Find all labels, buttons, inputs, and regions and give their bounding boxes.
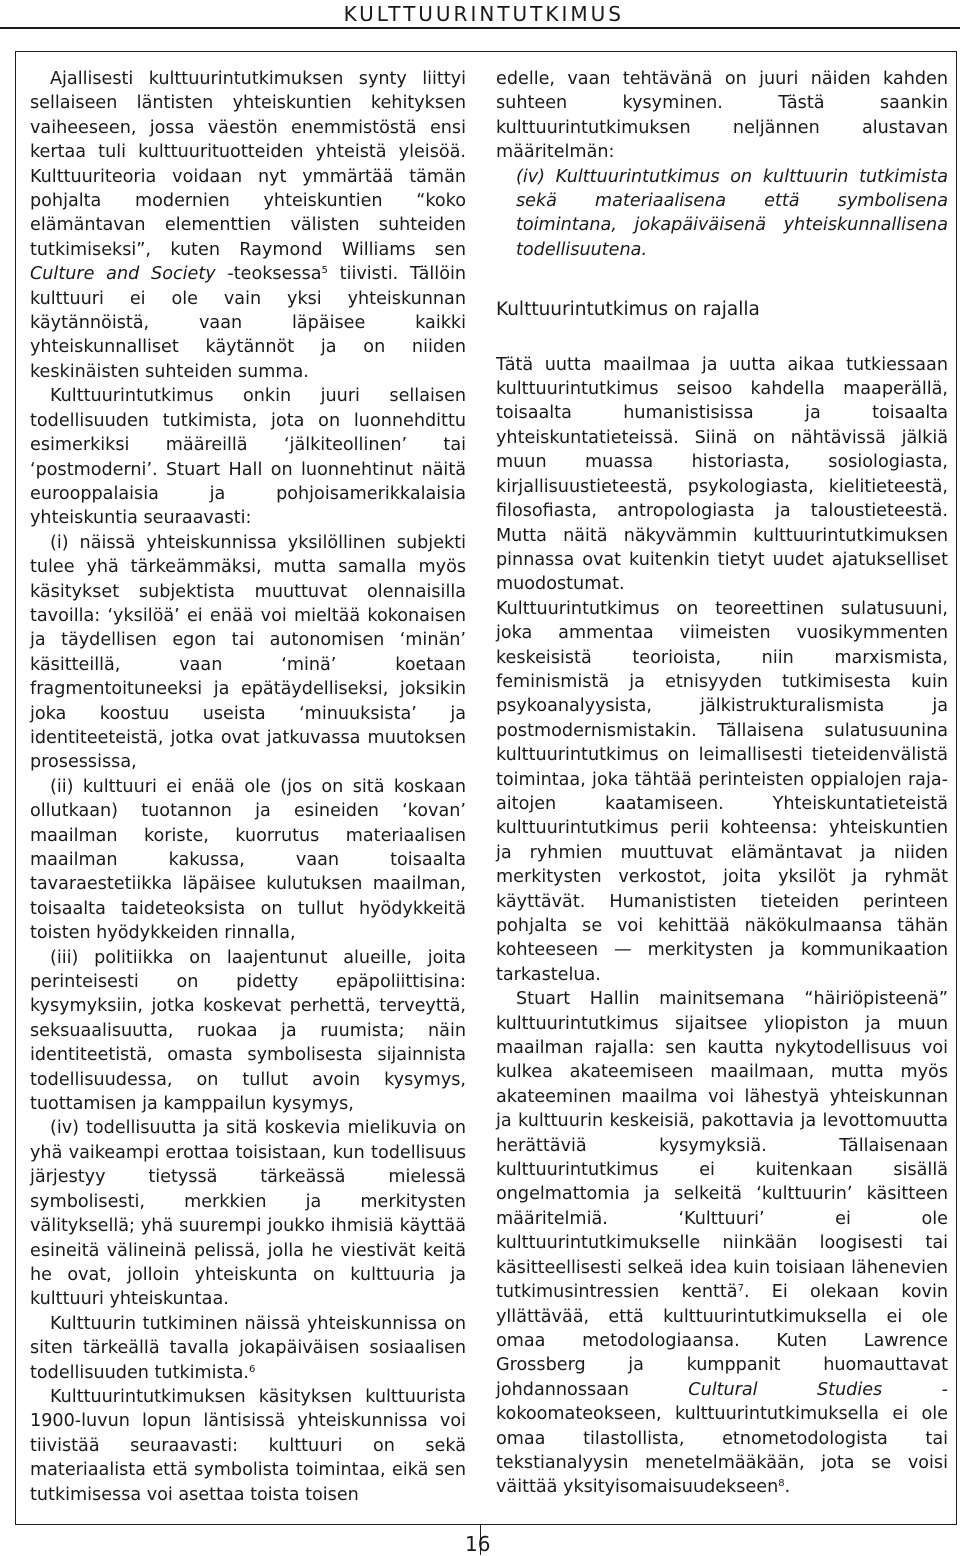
running-header: KULTTUURINTUTKIMUS bbox=[343, 2, 624, 26]
paragraph: Stuart Hallin mainitsemana “häiriöpisteenä” kulttuurintutkimus sijaitsee yliopiston ja muun maailman rajalla: sen kautta nykytodellisuus voi kulkea akateemiseen maailmaan, mutta myös akateeminen maailma voi lähestyä yhteiskunnan ja kulttuurin keskeisiä, pakottavia ja levottomuutta herättäviä kysymyksiä. Tällaisenaan kulttuurintutkimus ei kuitenkaan sisällä ongelmattomia ja selkeitä ‘kulttuurin’ käsitteen määritelmiä. ‘Kulttuuri’ ei ole kulttuurintutkimukselle niinkään loogisesti tai käsitteellisesti selkeä idea kuin toisiaan lähenevien tutkimusintressien kenttä$^7$. Ei olekaan kovin yllättävää, että kulttuurintutkimuksella ei ole omaa metodologiaansa. Kuten Lawrence Grossberg ja kumppanit huomauttavat johdannossaan Cultural Studies -kokoomateokseen, kulttuurintutkimuksella ei ole omaa tilastollista, etnometodologista tai tekstianalyysin menetelmääkään, jota se voisi väittää yksityisomaisuudekseen$^8$. bbox=[496, 989, 948, 1498]
paragraph: Kulttuurin tutkiminen näissä yhteiskunnissa on siten tärkeällä tavalla jokapäiväisen sosiaalisen todellisuuden tutkimista.$^6$ bbox=[30, 1313, 466, 1383]
paragraph: Kulttuurintutkimus on teoreettinen sulatusuuni, joka ammentaa viimeisten vuosikymmenten keskeisistä teorioista, niin marxismista, feminismistä ja etnisyyden tutkimisesta kuin psykoanalyysista, jälkistrukturalismista ja postmodernismistakin. Tällaisena sulatusuunina kulttuurintutkimus on leimallisesti tieteidenvälistä toimintaa, joka tähtää perinteisten oppialojen raja-aitojen kaatamiseen. Yhteiskuntatieteistä kulttuurintutkimus perii kohteensa: yhteiskuntien ja ryhmien muuttuvat elämäntavat ja niiden merkitysten verkostot, joita yksilöt ja ryhmät käyttävät. Humanististen tieteiden perinteen pohjalta se voi kehittää näkökulmaansa tähän kohteeseen — merkitysten ja kommunikaation tarkastelua. bbox=[496, 598, 948, 985]
list-item: (iii) politiikka on laajentunut alueille, joita perinteisesti on pidetty epäpoliittisina: kysymyksiin, jotka koskevat perhettä, terveyttä, seksuaalisuutta, ruokaa ja ruumista; näin identiteetistä, omasta symbolisesta sijainnista todellisuudessa, on tullut avoin kysymys, tuottamisen ja kamppailun kysymys, bbox=[30, 947, 466, 1115]
paragraph: Kulttuurintutkimus onkin juuri sellaisen todellisuuden tutkimista, jota on luonnehdittu esimerkiksi määreillä ‘jälkiteollinen’ tai ‘postmoderni’. Stuart Hall on luonnehtinut näitä eurooppalaisia ja pohjoisamerikkalaisia yhteiskuntia seuraavasti: bbox=[30, 386, 466, 529]
list-item: (i) näissä yhteiskunnissa yksilöllinen subjekti tulee yhä tärkeämmäksi, mutta samalla myös käsitykset subjektista muuttuvat olennaisilla tavoilla: ‘yksilöä’ ei enää voi mieltää kokonaisen ja täydellisen egon tai autonomisen ‘minän’ käsitteillä, vaan ‘minä’ koetaan fragmentoituneeksi ja epätäydelliseksi, joksikin joka koostuu useista ‘minuuksista’ ja identiteeteistä, jotka ovat jatkuvassa muutoksen prosessissa, bbox=[30, 532, 466, 773]
right-column bbox=[496, 67, 948, 1500]
footnote-ref: 5 bbox=[321, 265, 328, 277]
paragraph: Kulttuurintutkimuksen käsityksen kulttuurista 1900-luvun lopun läntisissä yhteiskunnissa voi tiivistää seuraavasti: kulttuuri on sekä materiaalista että symbolista toimintaa, eikä sen tutkimisessa voi asettaa toista toisen bbox=[30, 1386, 466, 1505]
left-column bbox=[30, 67, 466, 1507]
list-item: (iv) todellisuutta ja sitä koskevia mielikuvia on yhä vaikeampi erottaa toisistaan, kun todellisuus järjestyy tietyssä tärkeässä mielessä symbolisesti, merkkien ja merkitysten välityksellä; yhä suurempi joukko ihmisiä käyttää esineitä välineinä pelissä, jolla he viestivät keitä he ovat, jolloin yhteiskunta on kulttuuria ja kulttuuri yhteiskuntaa. bbox=[30, 1118, 466, 1310]
footnote-ref: 8 bbox=[778, 1478, 785, 1490]
book-title: Cultural Studies bbox=[688, 1379, 883, 1400]
definition: (iv) Kulttuurintutkimus on kulttuurin tutkimista sekä materiaalisena että symbolisena toimintana, jokapäiväisenä yhteiskunnallisena todellisuutena. bbox=[516, 166, 948, 260]
footnote-ref: 7 bbox=[737, 1283, 744, 1295]
paragraph: Ajallisesti kulttuurintutkimuksen synty liittyi sellaiseen läntisten yhteiskuntien kehityksen vaiheeseen, jossa väestön enemmistöstä ensi kertaa tuli kulttuurituotteiden yhteistä yleisöä. Kulttuuriteoria voidaan nyt ymmärtää tämän pohjalta modernien yhteiskuntien “koko elämäntavan elementtien välisten suhteiden tutkimiseksi”, kuten Raymond Williams sen Culture and Society -teoksessa$^5$ tiivisti. Tällöin kulttuuri ei ole vain yksi yhteiskunnan käytännöistä, vaan läpäisee kaikki yhteiskunnalliset käytännöt ja on niiden keskinäisten suhteiden summa. bbox=[30, 69, 466, 382]
list-item: (ii) kulttuuri ei enää ole (jos on sitä koskaan ollutkaan) tuotannon ja esineiden ‘kovan’ maailman koriste, kuorrutus materiaalisen maailman kakussa, vaan toisaalta tavaraestetiikka läpäisee kulutuksen maailman, toisaalta taideteoksista on tullut hyödykkeitä toisten hyödykkeiden rinnalla, bbox=[30, 776, 466, 944]
paragraph: Tätä uutta maailmaa ja uutta aikaa tutkiessaan kulttuurintutkimus seisoo kahdella maaperällä, toisaalta humanistisissa ja toisaalta yhteiskuntatieteissä. Siinä on nähtävissä jälkiä muun muassa historiasta, sosiologiasta, kirjallisuustieteestä, psykologiasta, kielitieteestä, filosofiasta, antropologiasta ja taloustieteestä. Mutta näitä näkyvämmin kulttuurintutkimuksen pinnassa ovat kuitenkin tietyt uudet ajatukselliset muodostumat. bbox=[496, 354, 948, 595]
section-heading: Kulttuurintutkimus on rajalla bbox=[496, 299, 760, 321]
paragraph: edelle, vaan tehtävänä on juuri näiden kahden suhteen kysyminen. Tästä saankin kulttuurintutkimuksen neljännen alustavan määritelmän: bbox=[496, 69, 948, 163]
book-title: Culture and Society bbox=[30, 264, 216, 285]
header-rule bbox=[0, 27, 960, 29]
footnote-ref: 6 bbox=[249, 1363, 256, 1375]
page-number: 16 bbox=[465, 1532, 491, 1556]
